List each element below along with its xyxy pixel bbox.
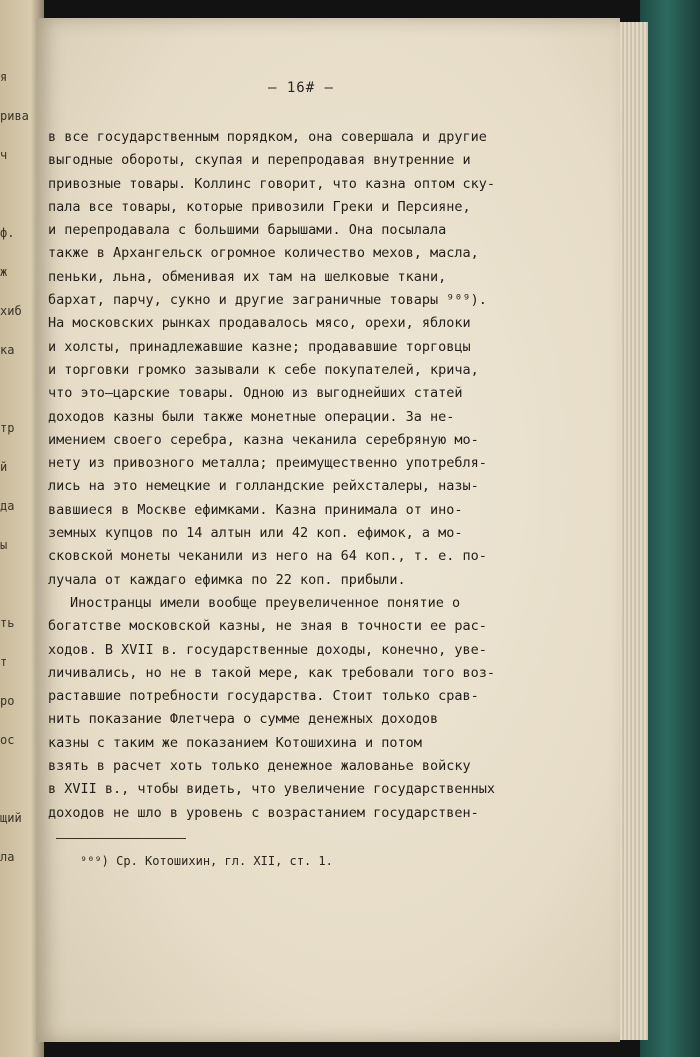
text-line: пала все товары, которые привозили Греки и Персияне, — [48, 198, 471, 215]
left-page-fragment: ч — [0, 148, 8, 162]
main-text — [48, 126, 534, 825]
text-line: лучала от каждаго ефимка по 22 коп. прибыли. — [48, 571, 406, 588]
page-number: — 16# — — [267, 80, 334, 96]
text-line: богатстве московской казны, не зная в точности ее рас- — [48, 618, 487, 635]
left-page-fragment: ж — [0, 265, 8, 279]
left-page-fragment: й — [0, 460, 8, 474]
text-line: сковской монеты чеканили из него на 64 коп., т. е. по- — [48, 548, 487, 565]
text-line: лись на это немецкие и голландские рейхсталеры, назы- — [48, 478, 479, 495]
text-line: и холсты, принадлежавшие казне; продававшие торговцы — [48, 338, 471, 355]
left-page-fragment: тр — [0, 421, 15, 435]
left-page-fragment: ть — [0, 616, 15, 630]
footnote-rule — [56, 838, 186, 839]
text-line: доходов не шло в уровень с возрастанием государствен- — [48, 804, 479, 821]
text-line: На московских рынках продавалось мясо, орехи, яблоки — [48, 315, 471, 332]
text-line: вавшиеся в Москве ефимками. Казна принимала от ино- — [48, 501, 463, 518]
left-page-fragment: ка — [0, 343, 15, 357]
left-page-fragment: т — [0, 655, 8, 669]
text-line: имением своего серебра, казна чеканила серебряную мо- — [48, 431, 479, 448]
left-page-fragment: рива — [0, 109, 29, 123]
text-line: раставшие потребности государства. Стоит только срав- — [48, 688, 479, 705]
left-page-fragment: ос — [0, 733, 15, 747]
left-page-fragment: ы — [0, 538, 8, 552]
text-line: земных купцов по 14 алтын или 42 коп. ефимок, а мо- — [48, 525, 463, 542]
text-line: привозные товары. Коллинс говорит, что казна оптом ску- — [48, 175, 496, 192]
text-line: бархат, парчу, сукно и другие заграничные товары ⁹⁰⁹). — [48, 292, 487, 309]
left-page-fragment: хиб — [0, 304, 22, 318]
left-page-fragment: щий — [0, 811, 22, 825]
text-line: и торговки громко зазывали к себе покупателей, крича, — [48, 361, 479, 378]
text-line: в XVII в., чтобы видеть, что увеличение государственных — [48, 781, 496, 798]
footnote: ⁹⁰⁹) Ср. Котошихин, гл. XII, ст. 1. — [80, 854, 333, 868]
text-line: взять в расчет хоть только денежное жалованье войску — [48, 758, 471, 775]
text-line: и перепродавала с большими барышами. Она посылала — [48, 222, 447, 239]
text-line: нету из привозного металла; преимущественно употребля- — [48, 455, 487, 472]
book-cover-edge — [640, 0, 700, 1057]
text-line: что это—царские товары. Одною из выгоднейших статей — [48, 385, 463, 402]
left-page-fragment: я — [0, 70, 8, 84]
text-line: нить показание Флетчера о сумме денежных доходов — [48, 711, 439, 728]
text-line: в все государственным порядком, она совершала и другие — [48, 129, 487, 145]
text-line: казны с таким же показанием Котошихина и потом — [48, 734, 422, 751]
text-line: доходов казны были также монетные операции. За не- — [48, 408, 455, 425]
text-line: также в Архангельск огромное количество мехов, масла, — [48, 245, 479, 262]
left-page-fragment: ф. — [0, 226, 15, 240]
left-page-fragment: ро — [0, 694, 15, 708]
text-line: личивались, но не в такой мере, как требовали того воз- — [48, 664, 496, 681]
text-line: ходов. В XVII в. государственные доходы, конечно, уве- — [48, 641, 487, 658]
book-page — [36, 18, 620, 1042]
text-line: Иностранцы имели вообще преувеличенное понятие о — [70, 594, 461, 611]
text-line: выгодные обороты, скупая и перепродавая внутренние и — [48, 152, 471, 169]
left-page-fragment: ла — [0, 850, 15, 864]
left-page-fragment: да — [0, 499, 15, 513]
text-line: пеньки, льна, обменивая их там на шелковые ткани, — [48, 268, 447, 285]
